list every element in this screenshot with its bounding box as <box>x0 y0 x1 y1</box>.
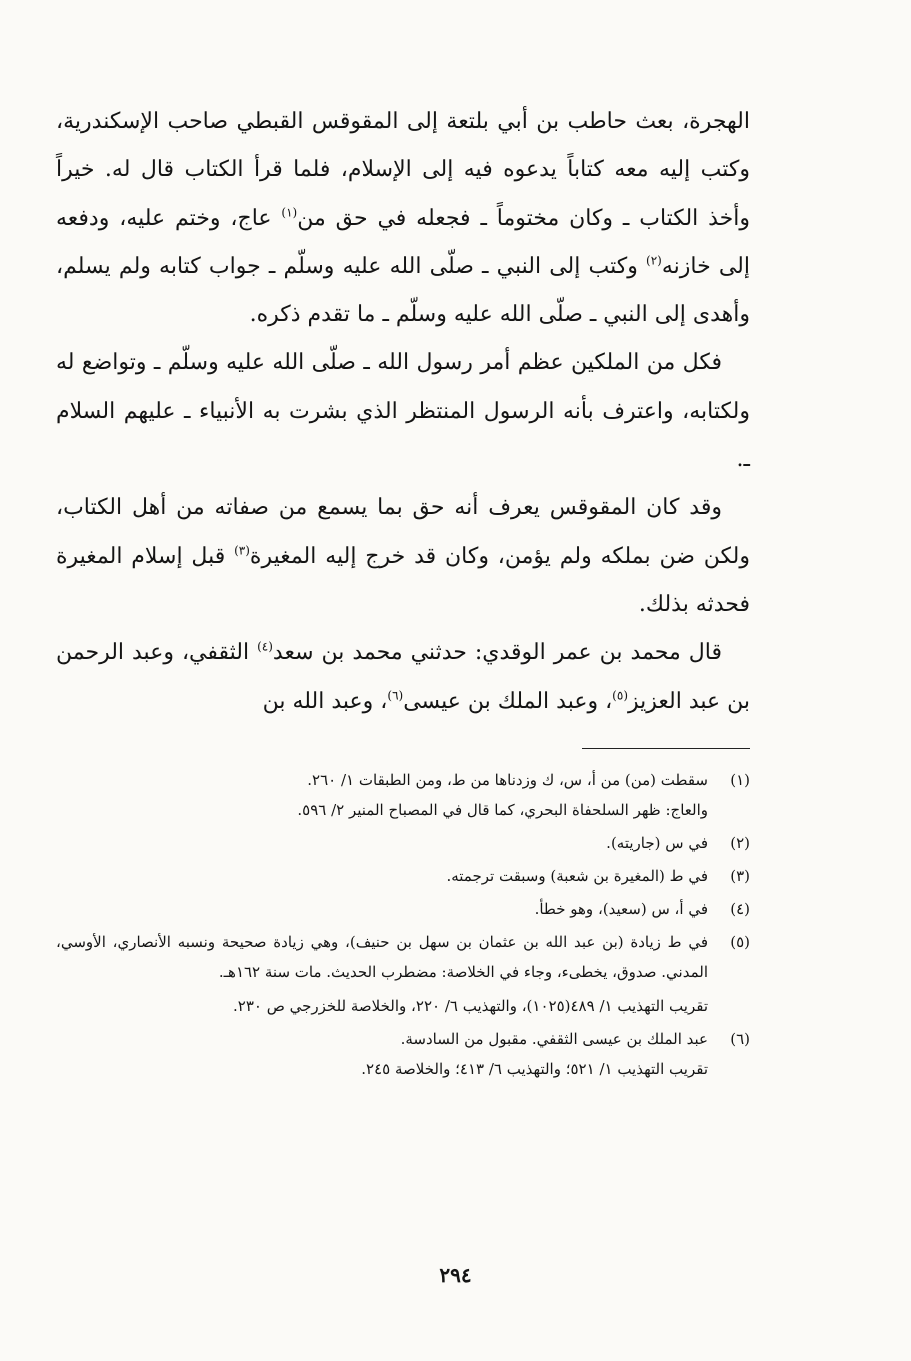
footnote-text: تقريب التهذيب ١/ ٥٢١؛ والتهذيب ٦/ ٤١٣؛ والخلاصة ٢٤٥. <box>361 1059 708 1078</box>
footnote-text: سقطت (من) من أ، س، ك وزدناها من ط، ومن الطبقات ١/ ٢٦٠. <box>307 770 708 789</box>
footnote-text: عبد الملك بن عيسى الثقفي. مقبول من السادسة. <box>400 1029 708 1048</box>
footnote-number: (٥) <box>730 932 750 951</box>
footnote-4 <box>56 894 750 924</box>
footnote-text: في أ، س (سعيد)، وهو خطأ. <box>534 899 708 918</box>
footnote-text: في ط (المغيرة بن شعبة) وسبقت ترجمته. <box>446 866 708 885</box>
text-segment: عاج، وختم عليه، ودفعه إلى خازنه <box>56 205 750 279</box>
text-segment: فكل من الملكين عظم أمر رسول الله ـ صلّى الله عليه وسلّم ـ وتواضع له ولكتابه، واعترف بأنه الرسول المنتظر الذي بشرت به الأنبياء ـ عليهم السلام ـ. <box>56 350 750 473</box>
footnote-ref-2: (٢) <box>646 253 662 268</box>
footnote-ref-1: (١) <box>281 205 298 220</box>
footnote-text: في س (جاريته). <box>606 833 708 852</box>
footnote-1 <box>56 765 750 825</box>
footnote-6 <box>56 1024 750 1084</box>
body-text <box>56 98 750 726</box>
footnote-ref-5: (٥) <box>612 688 628 703</box>
footnote-ref-6: (٦) <box>387 688 404 703</box>
footnote-3 <box>56 861 750 891</box>
footnote-number: (٣) <box>730 866 750 885</box>
paragraph-4 <box>56 629 750 726</box>
paragraph-2 <box>56 339 750 484</box>
footnote-5 <box>56 927 750 1021</box>
footnote-number: (١) <box>730 770 750 789</box>
text-segment: ، وعبد الله بن <box>262 688 388 714</box>
footnote-separator <box>582 748 750 749</box>
footnote-number: (٦) <box>730 1029 750 1048</box>
text-segment: الثقفي، وعبد الرحمن بن عبد العزيز <box>56 640 750 714</box>
footnote-2 <box>56 828 750 858</box>
text-segment: وكتب إلى النبي ـ صلّى الله عليه وسلّم ـ جواب كتابه ولم يسلم، وأهدى إلى النبي ـ صلّى الله عليه وسلّم ـ ما تقدم ذكره. <box>56 253 750 328</box>
paragraph-3 <box>56 484 750 629</box>
footnote-ref-3: (٣) <box>234 543 250 558</box>
footnote-number: (٤) <box>730 899 750 918</box>
footnote-text: في ط زيادة (بن عبد الله بن عثمان بن سهل بن حنيف)، وهي زيادة صحيحة ونسبه الأنصاري، الأوسي، المدني. صدوق، يخطىء، وجاء في الخلاصة: مضطرب الحديث. مات سنة ١٦٢هـ. <box>56 932 708 981</box>
footnotes <box>56 765 750 1084</box>
page-number: ٢٩٤ <box>439 1263 472 1287</box>
text-segment: وقد كان المقوقس يعرف أنه حق بما يسمع من صفاته من أهل الكتاب، ولكن ضن بملكه ولم يؤمن، وكان قد خرج إليه المغيرة <box>56 495 750 569</box>
footnote-text: تقريب التهذيب ١/ ٤٨٩(١٠٢٥)، والتهذيب ٦/ ٢٢٠، والخلاصة للخزرجي ص ٢٣٠. <box>232 996 708 1015</box>
footnote-number: (٢) <box>730 833 750 852</box>
footnote-text: والعاج: ظهر السلحفاة البحري، كما قال في المصباح المنير ٢/ ٥٩٦. <box>297 800 708 819</box>
text-segment: قال محمد بن عمر الوقدي: حدثني محمد بن سعد <box>272 640 722 666</box>
text-segment: الهجرة، بعث حاطب بن أبي بلتعة إلى المقوقس القبطي صاحب الإسكندرية، وكتب إليه معه كتاباً يدعوه فيه إلى الإسلام، فلما قرأ الكتاب قال له. خيراً وأخذ الكتاب ـ وكان مختوماً ـ فجعله في حق من <box>56 109 751 231</box>
text-segment: قبل إسلام المغيرة فحدثه بذلك. <box>56 543 750 617</box>
footnote-ref-4: (٤) <box>257 639 273 654</box>
text-segment: ، وعبد الملك بن عيسى <box>403 688 613 714</box>
paragraph-1 <box>56 98 750 339</box>
page-content <box>56 98 750 1084</box>
